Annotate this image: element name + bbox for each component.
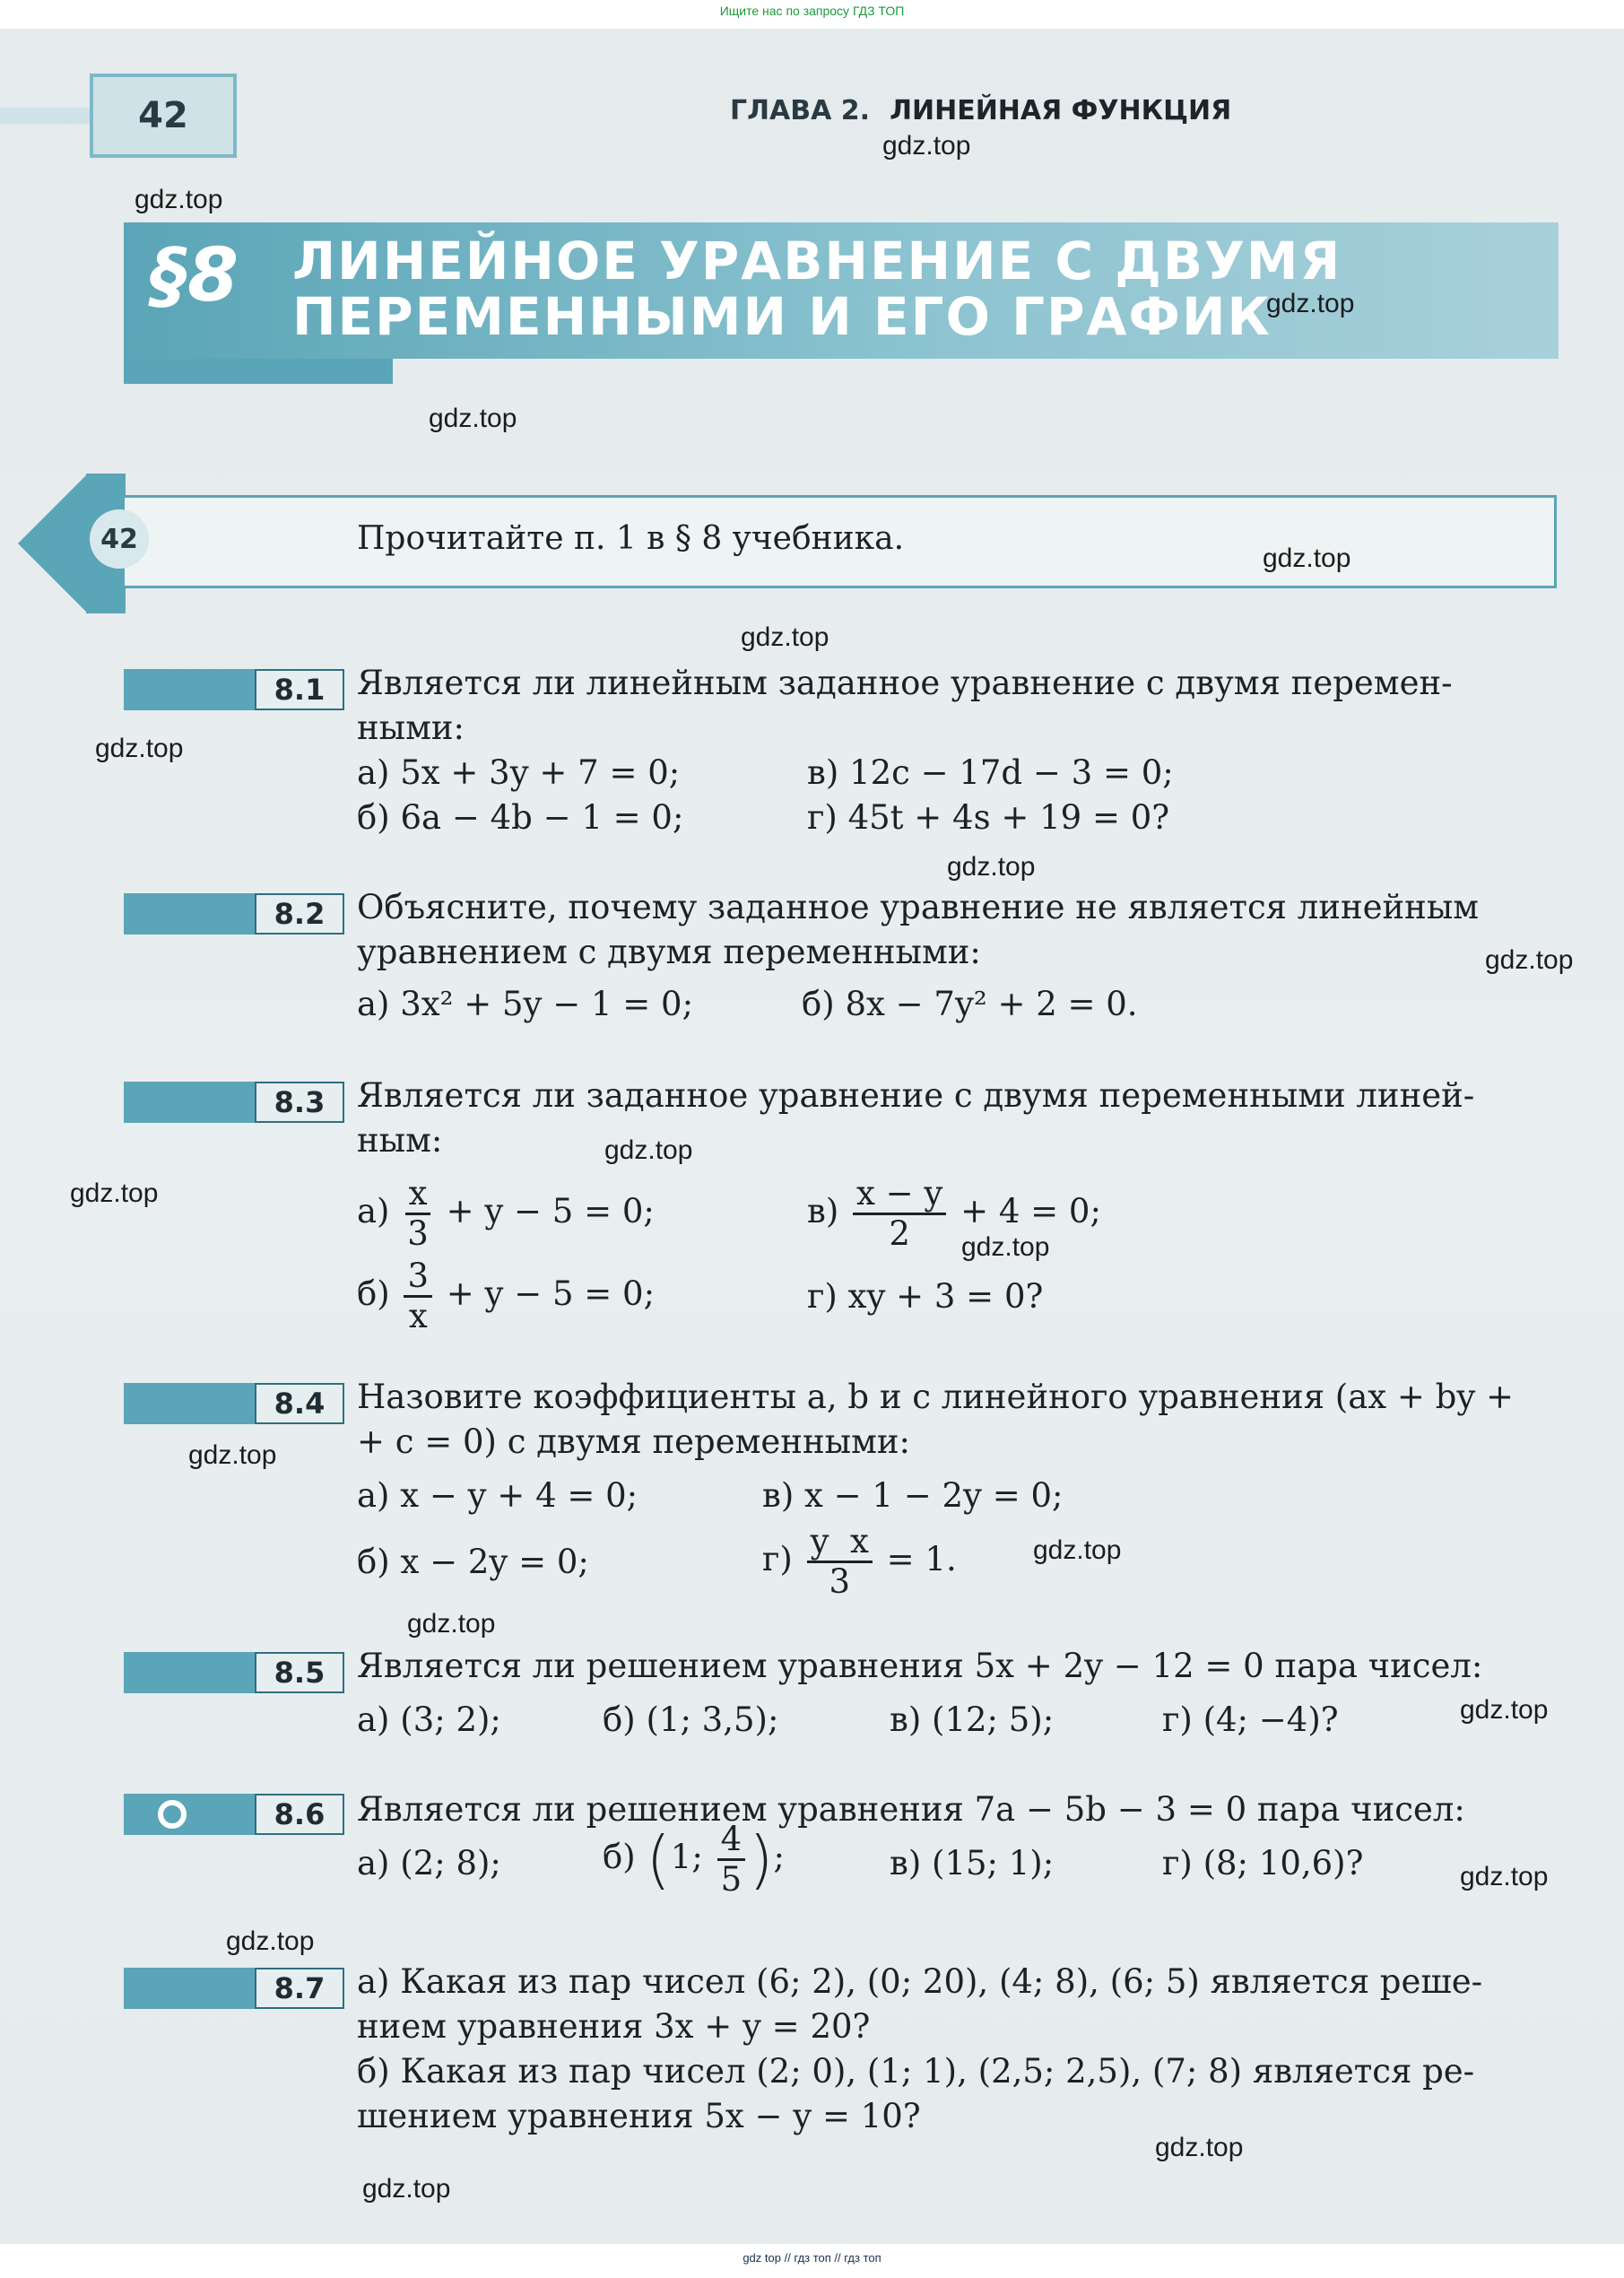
watermark: gdz.top [95, 734, 184, 763]
watermark: gdz.top [362, 2174, 451, 2204]
option-a: а) x − y + 4 = 0; [357, 1476, 638, 1515]
exercise-text: уравнением с двумя переменными: [357, 933, 981, 971]
exercise-text: Является ли решением уравнения 5x + 2y − 12 = 0 пара чисел: [357, 1647, 1483, 1685]
option-label: г) [762, 1540, 793, 1578]
watermark: gdz.top [70, 1178, 159, 1208]
numerator [807, 1523, 873, 1563]
option-v [807, 1175, 1101, 1253]
option-a [357, 1175, 655, 1253]
exercise-text: ным: [357, 1121, 443, 1160]
difficulty-circle-icon [158, 1800, 187, 1829]
numerator-part: y [810, 1522, 829, 1561]
watermark: gdz.top [882, 131, 971, 161]
option-b [357, 1257, 655, 1335]
numerator: 4 [717, 1821, 746, 1861]
option-g [762, 1523, 957, 1601]
option-rest: = 1. [886, 1540, 957, 1578]
fraction [404, 1175, 432, 1253]
exercise-text: ными: [357, 709, 465, 747]
denominator: 3 [829, 1562, 851, 1601]
watermark: gdz.top [135, 185, 223, 214]
option-a: а) 5x + 3y + 7 = 0; [357, 753, 681, 792]
watermark: gdz.top [407, 1609, 496, 1639]
chapter-heading [730, 95, 1231, 126]
option-b: б) 8x − 7y² + 2 = 0. [802, 985, 1138, 1023]
exercise-text: + c = 0) с двумя переменными: [357, 1422, 910, 1461]
watermark: gdz.top [741, 622, 829, 652]
close-paren-icon: ) [749, 1822, 774, 1897]
option-a: а) 3x² + 5y − 1 = 0; [357, 985, 694, 1023]
option-v: в) (15; 1); [890, 1844, 1055, 1882]
watermark: gdz.top [1460, 1695, 1549, 1725]
numerator: 3 [404, 1257, 432, 1298]
watermark: gdz.top [429, 404, 517, 433]
open-paren-icon: ( [646, 1822, 671, 1897]
exercise-number: 8.7 [255, 1968, 344, 2009]
exercise-number: 8.1 [255, 669, 344, 710]
option-g: г) 45t + 4s + 19 = 0? [807, 798, 1170, 837]
task-text: Прочитайте п. 1 в § 8 учебника. [357, 520, 905, 557]
numerator-part: x [850, 1522, 869, 1561]
exercise-text: шением уравнения 5x − y = 10? [357, 2097, 921, 2135]
watermark: gdz.top [604, 1135, 693, 1165]
section-title-line1: ЛИНЕЙНОЕ УРАВНЕНИЕ С ДВУМЯ [292, 230, 1342, 291]
footer-note: gdz top // гдз топ // гдз топ [743, 2251, 881, 2265]
watermark: gdz.top [1155, 2133, 1244, 2162]
option-label: б) [603, 1838, 636, 1876]
watermark: gdz.top [226, 1926, 315, 1956]
watermark: gdz.top [1485, 945, 1574, 975]
exercise-text: б) Какая из пар чисел (2; 0), (1; 1), (2,5; 2,5), (7; 8) является ре- [357, 2052, 1475, 2091]
fraction [717, 1821, 746, 1899]
denominator: 5 [720, 1860, 743, 1899]
exercise-number: 8.5 [255, 1652, 344, 1693]
exercise-text: Объясните, почему заданное уравнение не является линейным [357, 888, 1480, 926]
option-v: в) x − 1 − 2y = 0; [762, 1476, 1064, 1515]
task-number: 42 [90, 509, 149, 569]
denominator: 2 [889, 1214, 910, 1253]
watermark: gdz.top [1266, 289, 1355, 318]
option-label: б) [357, 1274, 390, 1313]
chapter-title: ЛИНЕЙНАЯ ФУНКЦИЯ [890, 95, 1232, 126]
exercise-text: Является ли заданное уравнение с двумя переменными линей- [357, 1076, 1475, 1115]
denominator: x [408, 1297, 428, 1335]
watermark: gdz.top [961, 1232, 1050, 1262]
denominator: 3 [407, 1214, 429, 1253]
section-number: §8 [151, 233, 239, 318]
option-rest: + y − 5 = 0; [446, 1192, 655, 1230]
option-label: в) [807, 1192, 839, 1230]
option-b: б) x − 2y = 0; [357, 1543, 589, 1581]
page-number: 42 [90, 74, 237, 158]
numerator: x − y [853, 1175, 946, 1215]
option-rest: + y − 5 = 0; [446, 1274, 656, 1313]
pair-first: 1; [670, 1838, 703, 1876]
top-note: Ищите нас по запросу ГДЗ ТОП [719, 4, 905, 18]
option-v: в) 12c − 17d − 3 = 0; [807, 753, 1174, 792]
exercise-text: нием уравнения 3x + y = 20? [357, 2007, 871, 2046]
option-g: г) (8; 10,6)? [1162, 1844, 1364, 1882]
page-number-bar [0, 108, 90, 124]
numerator: x [405, 1175, 431, 1215]
option-a: а) (3; 2); [357, 1700, 501, 1739]
option-a: а) (2; 8); [357, 1844, 501, 1882]
watermark: gdz.top [1263, 543, 1351, 573]
exercise-text: а) Какая из пар чисел (6; 2), (0; 20), (4; 8), (6; 5) является реше- [357, 1962, 1483, 2001]
section-title-line2: ПЕРЕМЕННЫМИ И ЕГО ГРАФИК [292, 286, 1272, 347]
section-banner-tab [124, 359, 393, 384]
chapter-label: ГЛАВА 2. [730, 95, 871, 126]
exercise-number: 8.6 [255, 1794, 344, 1835]
option-v: в) (12; 5); [890, 1700, 1055, 1739]
exercise-text: Является ли решением уравнения 7a − 5b − 3 = 0 пара чисел: [357, 1790, 1465, 1829]
option-label: а) [357, 1192, 390, 1230]
watermark: gdz.top [947, 852, 1036, 882]
option-b [603, 1821, 785, 1899]
option-g: г) xy + 3 = 0? [807, 1277, 1044, 1316]
task-arrow-icon [18, 474, 88, 613]
exercise-text: Является ли линейным заданное уравнение с двумя перемен- [357, 664, 1453, 702]
watermark: gdz.top [1460, 1862, 1549, 1891]
option-rest: ; [773, 1838, 785, 1876]
fraction [853, 1175, 946, 1253]
exercise-number: 8.3 [255, 1082, 344, 1123]
option-b: б) 6a − 4b − 1 = 0; [357, 798, 684, 837]
option-g: г) (4; −4)? [1162, 1700, 1339, 1739]
fraction [807, 1523, 873, 1601]
exercise-number: 8.4 [255, 1383, 344, 1424]
watermark: gdz.top [188, 1440, 277, 1470]
fraction [404, 1257, 432, 1335]
option-rest: + 4 = 0; [960, 1192, 1101, 1230]
exercise-number: 8.2 [255, 893, 344, 935]
option-b: б) (1; 3,5); [603, 1700, 779, 1739]
watermark: gdz.top [1033, 1535, 1122, 1565]
section-title [292, 230, 1342, 347]
exercise-text: Назовите коэффициенты a, b и c линейного уравнения (ax + by + [357, 1378, 1515, 1416]
